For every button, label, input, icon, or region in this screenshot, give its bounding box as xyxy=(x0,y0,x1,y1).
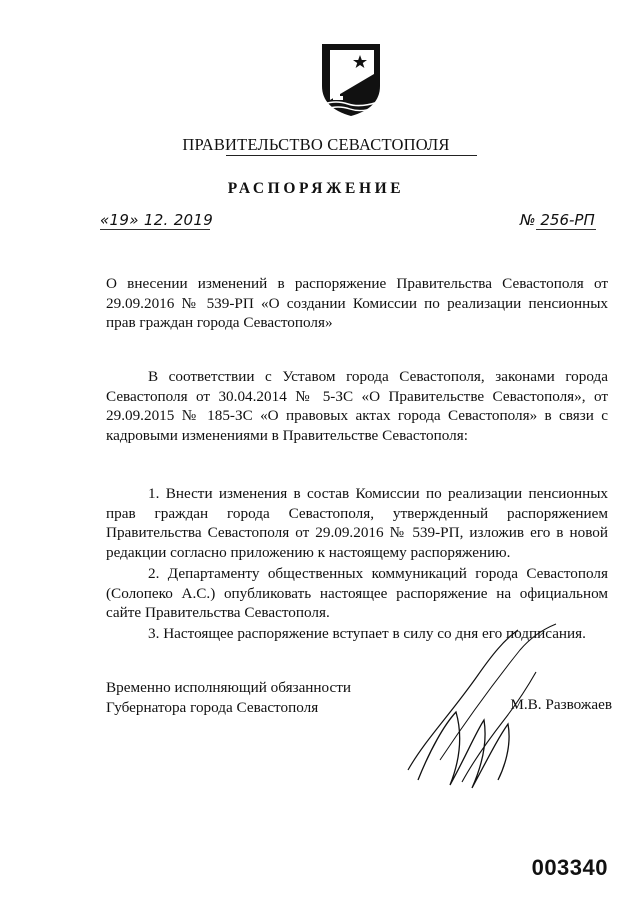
document-subject: О внесении изменений в распоряжение Правительства Севастополя от 29.09.2016 № 539-РП «О создании Комиссии по реализации пенсионных прав граждан города Севастополя» xyxy=(106,275,608,332)
document-number: № 256-РП xyxy=(520,211,595,229)
date-underline xyxy=(100,229,210,230)
serial-number: 003340 xyxy=(531,855,608,880)
order-item-2: 2. Департаменту общественных коммуникаций города Севастополя (Солопеко А.С.) опубликовать настоящее распоряжение на официальном сайте Правительства Севастополя. xyxy=(106,565,608,622)
number-underline xyxy=(536,229,596,230)
signatory-title-line-1: Временно исполняющий обязанности xyxy=(106,679,352,696)
document-type: РАСПОРЯЖЕНИЕ xyxy=(227,180,405,197)
coat-of-arms-emblem xyxy=(320,42,382,118)
government-title: ПРАВИТЕЛЬСТВО СЕВАСТОПОЛЯ xyxy=(182,135,450,154)
signatory-title xyxy=(106,678,426,717)
title-underline xyxy=(226,155,477,156)
order-item-1: 1. Внести изменения в состав Комиссии по реализации пенсионных прав граждан города Севастополя, утвержденный распоряжением Правительства Севастополя от 29.09.2016 № 539-РП, изложив его в новой редакции согласно приложению к настоящему распоряжению. xyxy=(106,485,608,561)
document-date: «19» 12. 2019 xyxy=(100,211,214,229)
signatory-name: М.В. Развожаев xyxy=(510,696,612,713)
signatory-title-line-2: Губернатора города Севастополя xyxy=(106,698,319,716)
preamble-paragraph: В соответствии с Уставом города Севастополя, законами города Севастополя от 30.04.2014 № 5-ЗС «О Правительстве Севастополя», от 29.09.2015 № 185-ЗС «О правовых актах города Севастополя» в связи с кадровыми изменениями в Правительстве Севастополя: xyxy=(106,368,608,444)
order-item-3: 3. Настоящее распоряжение вступает в силу со дня его подписания. xyxy=(148,625,586,642)
